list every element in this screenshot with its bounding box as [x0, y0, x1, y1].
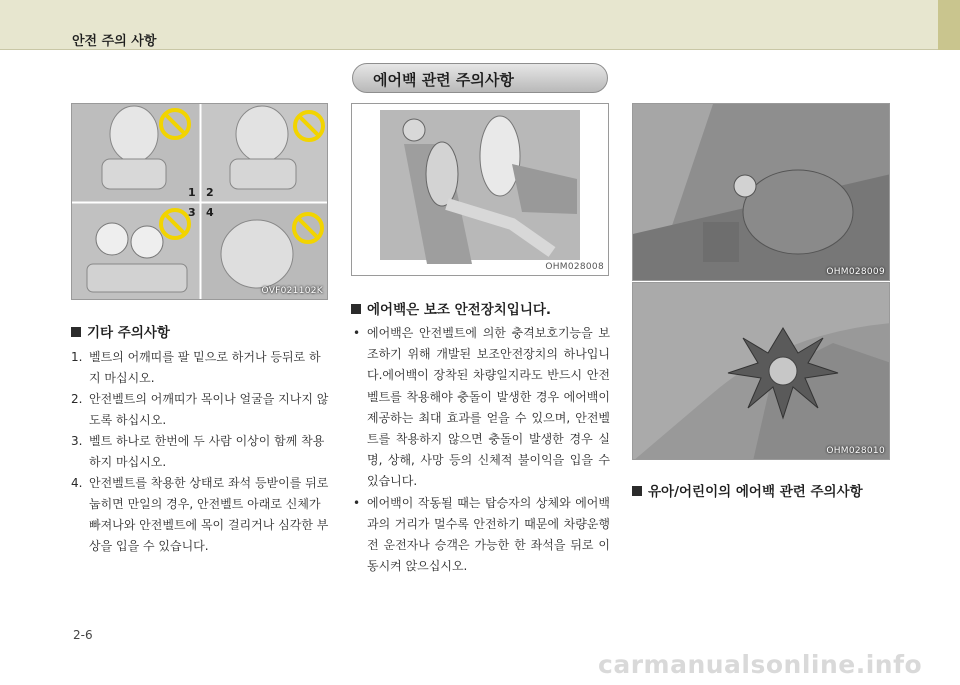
child-seat-illustration: [633, 104, 890, 281]
panel-label-2: 2: [206, 186, 214, 199]
panel-label-3: 3: [188, 206, 196, 219]
list-item: 4. 안전벨트를 착용한 상태로 좌석 등받이를 뒤로 눕히면 만일의 경우, 안전벨트 아래로 신체가 빠져나와 안전벨트에 목이 걸리거나 심각한 부상을 입을 수 있습니다.: [71, 476, 329, 553]
square-bullet-icon: [351, 304, 361, 314]
square-bullet-icon: [71, 327, 81, 337]
banner-title: 에어백 관련 주의사항: [373, 71, 514, 89]
seatbelt-illustration: [72, 104, 328, 300]
airbag-deploy-illustration: [633, 283, 890, 460]
figure-code: OVF021102K: [261, 286, 323, 296]
airbag-illustration: [352, 104, 609, 276]
child-airbag-figure-top: [632, 103, 890, 281]
airbag-supplementary-heading: 에어백은 보조 안전장치입니다.: [351, 298, 551, 318]
page-number: 2-6: [73, 628, 93, 642]
watermark: carmanualsonline.info: [598, 650, 923, 679]
figure-code: OHM028008: [545, 262, 604, 272]
section-banner: [352, 63, 608, 93]
panel-label-4: 4: [206, 206, 214, 219]
seatbelt-misuse-figure: [71, 103, 328, 300]
list-item: • 에어백은 안전벨트에 의한 충격보호기능을 보조하기 위해 개발된 보조안전장치의 하나입니다.에어백이 장착된 차량일지라도 반드시 안전벨트를 착용해야 충돌이 발생한 경우 에어백이 제공하는 최대 효과를 얻을 수 있으며, 안전벨트를 착용하지 않으면 충돌이 발생한 경우 실명, 상해, 사망 등의 신체적 불이익을 입을 수 있습니다.: [353, 326, 610, 489]
list-item: 3. 벨트 하나로 한번에 두 사람 이상이 함께 착용하지 마십시오.: [71, 434, 325, 469]
list-item: 1. 벨트의 어깨띠를 팔 밑으로 하거나 등뒤로 하지 마십시오.: [71, 350, 321, 385]
list-item: 2. 안전벨트의 어깨띠가 목이나 얼굴을 지나지 않도록 하십시오.: [71, 392, 329, 427]
header-tab-marker: [938, 0, 960, 50]
square-bullet-icon: [632, 486, 642, 496]
section-title: 안전 주의 사항: [72, 34, 157, 49]
figure-code: OHM028009: [826, 267, 885, 277]
child-airbag-figure-bottom: [632, 282, 890, 460]
figure-code: OHM028010: [826, 446, 885, 456]
list-item: • 에어백이 작동될 때는 탑승자의 상체와 에어백과의 거리가 멀수록 안전하기 때문에 차량운행 전 운전자나 승객은 가능한 한 좌석을 뒤로 이동시켜 앉으십시오.: [353, 495, 610, 574]
airbag-supplementary-list: [351, 323, 610, 577]
panel-label-1: 1: [188, 186, 196, 199]
other-precautions-heading: 기타 주의사항: [71, 321, 170, 341]
other-precautions-list: [71, 347, 329, 557]
airbag-side-figure: [351, 103, 609, 276]
child-airbag-heading: 유아/어린이의 에어백 관련 주의사항: [632, 480, 863, 500]
